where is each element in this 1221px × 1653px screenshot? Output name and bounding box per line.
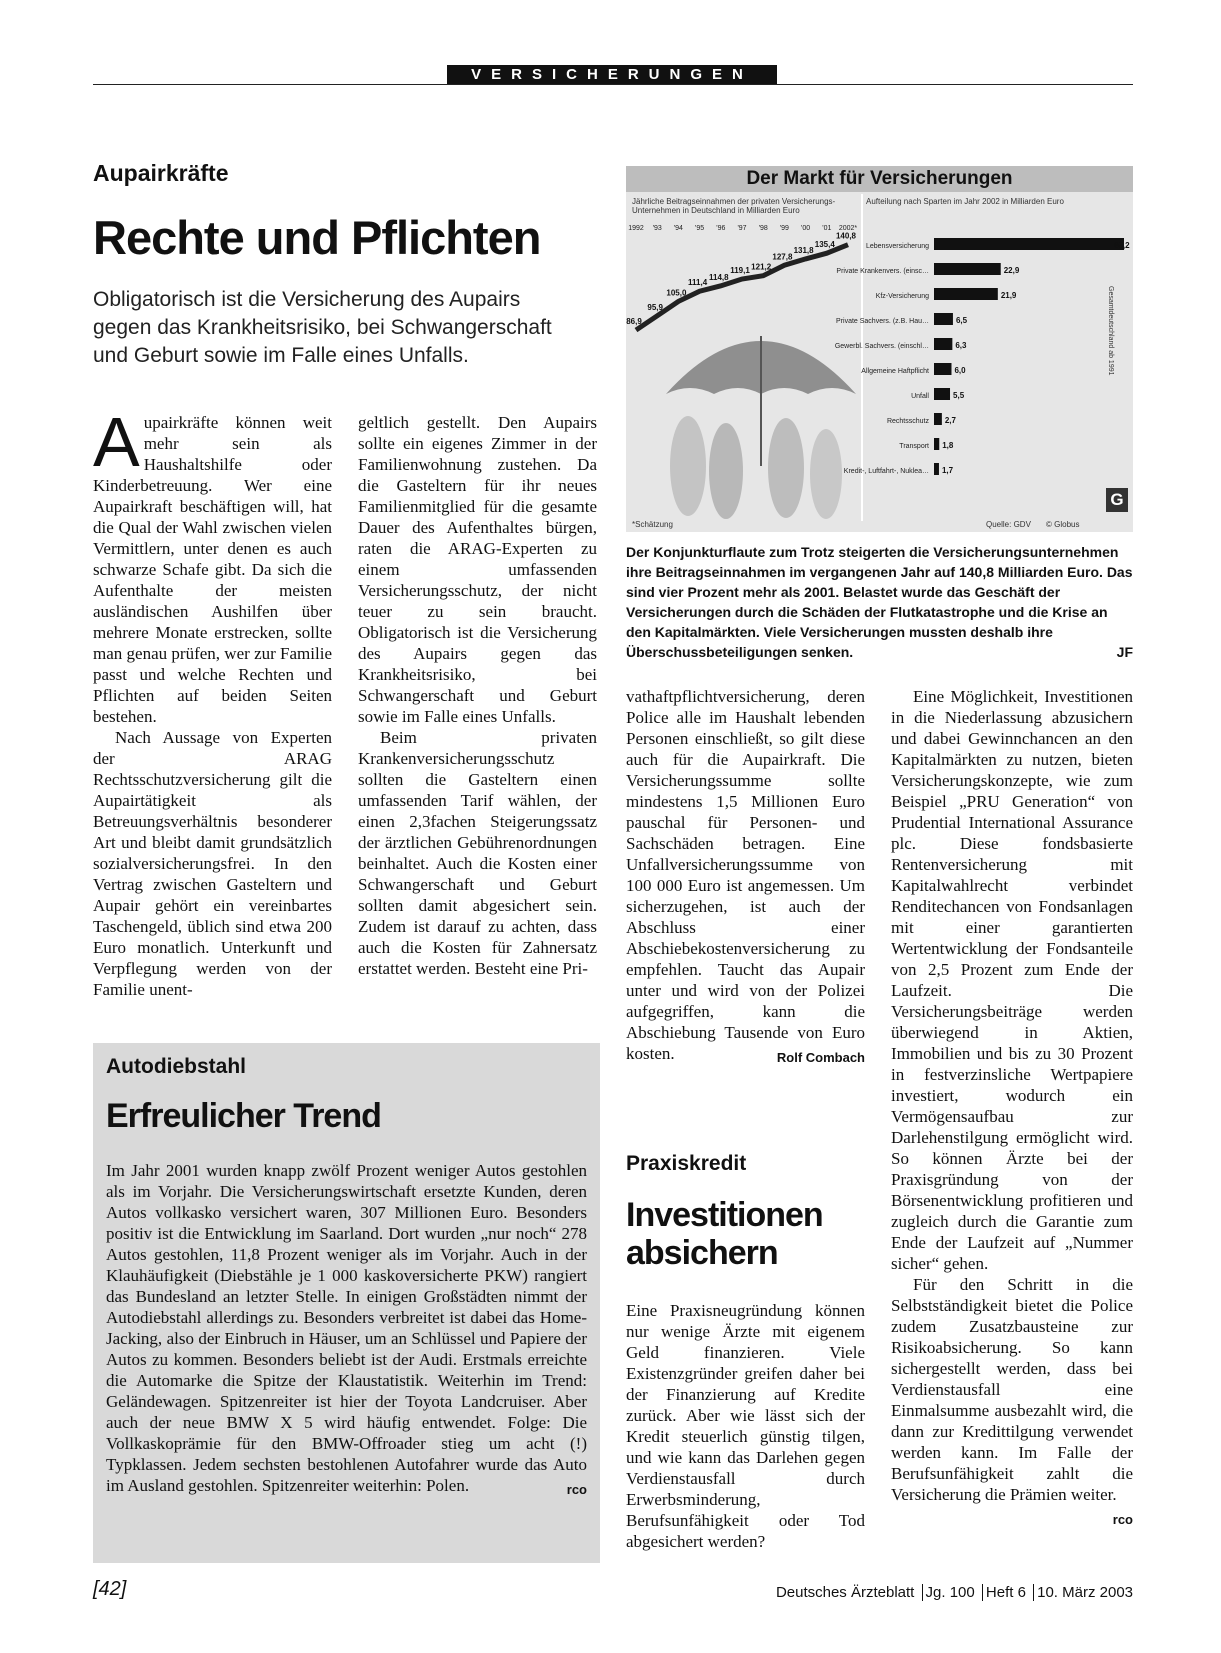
line-x-tick: '96 — [716, 225, 726, 232]
line-value-label: 119,1 — [730, 266, 750, 276]
line-value-label: 135,4 — [814, 240, 835, 250]
bar — [934, 263, 1001, 275]
article3-author: rco — [1112, 1512, 1133, 1527]
footer-issue: Heft 6 — [985, 1584, 1026, 1601]
chart-title: Der Markt für Versicherungen — [626, 166, 1133, 192]
bar — [934, 463, 939, 475]
line-value-label: 114,8 — [709, 272, 729, 282]
article3-col1-paragraph: Eine Praxisneugründung können nur wenige Ärzte mit eigenem Geld finanzieren. Viele Existenzgründer greifen daher bei der Finanzierung auf Kredite zurück. Aber wie lässt sich der Kredit steuerlich günstig tilgen, und wie kann das Darlehen gegen Verdienstausfall durch Erwerbsminderung, Berufsunfähigkeit oder Tod abgesichert werden? — [626, 1301, 865, 1551]
footer-date: 10. März 2003 — [1037, 1584, 1133, 1601]
chart-side-note: Gesamtdeutschland ab 1991 — [1107, 286, 1114, 376]
article1-col2-paragraph-2: Beim privaten Krankenversicherungsschutz sollten die Gasteltern einen umfassenden Tarif wählen, der einen 2,3fachen Steigerungssatz der ärztlichen Gebührenordnungen beinhaltet. Auch die Kosten einer Schwangerschaft und Geburt sollten damit abgesichert sein. Zudem ist darauf zu achten, dass auch die Kosten für Zahnersatz erstattet werden. Besteht eine Pri- — [358, 728, 597, 978]
article3-column-1 — [626, 1300, 865, 1552]
people-silhouettes — [670, 416, 842, 519]
article2-body: Im Jahr 2001 wurden knapp zwölf Prozent weniger Autos gestohlen als im Vorjahr. Die Versicherungswirtschaft ersetzte Kunden, deren Autos vollkasko versichert waren, 307 Millionen Euro. Besonders positiv ist die Entwicklung im Saarland. Dort wurden „nur noch“ 278 Autos gestohlen, 11,8 Prozent weniger als im Vorjahr. Auch in der Klauhäufigkeit (Diebstähle je 1 000 kaskoversicherte PKW) rangiert das Bundesland an letzter Stelle. In einigen Großstädten nimmt der Autodiebstahl allerdings zu. Besonders verbreitet ist dabei das Home-Jacking, also der Einbruch in Häuser, um an Schlüssel und Papiere der Autos zu kommen. Besonders beliebt ist der Audi. Erstmals erreichte die Automarke die Spitze der Klaustatistik. Weiterhin im Trend: Geländewagen. Spitzenreiter ist hier der Toyota Landcruiser. Aber auch der neue BMW X 5 wird häufig entwendet. Folge: Die Vollkaskoprämie für den BMW-Offroader stieg um acht (!) Typklassen. Jedem sechsten bestohlenen Autofahrer wurde das Auto im Ausland gestohlen. Spitzenreiter weiterhin: Polen. — [106, 1161, 587, 1495]
article3-title-line-1: Investitionen — [626, 1196, 823, 1234]
bar-category-label: Unfall — [911, 393, 929, 400]
chart-caption-text: Der Konjunkturflaute zum Trotz steigerten die Versicherungsunternehmen ihre Beitragseinnahmen im vergangenen Jahr auf 140,8 Milliarden Euro. Das sind vier Prozent mehr als 2001. Belastet wurde das Geschäft der Versicherungen durch die Schäden der Flutkatastrophe und die Krise an den Kapitalmärkten. Viele Versicherungen mussten deshalb ihre Überschussbeteiligungen senken. — [626, 544, 1133, 660]
article1-column-3 — [626, 686, 865, 1068]
bar — [934, 438, 939, 450]
section-tag: VERSICHERUNGEN — [447, 65, 777, 85]
bar-category-label: Private Krankenvers. (einsc… — [836, 268, 929, 275]
bar-value-label: 6,3 — [955, 341, 967, 350]
article2-title: Erfreulicher Trend — [106, 1097, 381, 1135]
article3-kicker: Praxiskredit — [626, 1152, 747, 1175]
chart-footnote: *Schätzung — [632, 520, 673, 529]
line-value-label: 121,2 — [751, 262, 772, 272]
header-rule — [93, 84, 1133, 85]
drop-cap: A — [93, 403, 140, 481]
bar-value-label: 2,7 — [944, 416, 956, 425]
bar-value-label: 1,8 — [942, 441, 954, 450]
bar — [934, 313, 953, 325]
chart-caption — [626, 542, 1133, 662]
bar — [934, 238, 1124, 250]
bar-category-label: Private Sachvers. (z.B. Hau… — [836, 318, 929, 325]
chart-caption-author: JF — [1116, 644, 1133, 660]
article3-title-line-2: absichern — [626, 1234, 778, 1272]
globus-logo: G — [1106, 488, 1128, 512]
bar — [934, 388, 950, 400]
line-value-label: 111,4 — [688, 278, 708, 288]
line-x-tick: 1992 — [628, 225, 644, 232]
article1-col1-paragraph-2: Nach Aussage von Experten der ARAG Rechtsschutzversicherung gilt die Aupairtätigkeit als Betreuungsverhältnis besonderer Art und bleibt damit grundsätzlich sozialversicherungsfrei. In den Vertrag zwischen Gasteltern und Aupair gehört ein vereinbartes Taschengeld, üblich sind etwa 200 Euro monatlich. Unterkunft und Verpflegung werden von der Familie unent- — [93, 728, 332, 999]
article1-lead: Obligatorisch ist die Versicherung des Aupairs gegen das Krankheitsrisiko, bei Schwangerschaft und Geburt sowie im Falle eines Unfalls. — [93, 288, 552, 367]
article3-title — [626, 1196, 823, 1272]
chart-credit: © Globus — [1046, 520, 1080, 529]
footer-volume: Jg. 100 — [925, 1584, 975, 1601]
article2-body-column — [106, 1160, 587, 1500]
bar-value-label: 6,5 — [955, 316, 968, 325]
article1-title: Rechte und Pflichten — [93, 211, 541, 264]
bar-value-label: 65,2 — [1114, 241, 1130, 250]
footer-citation — [757, 1584, 1133, 1601]
bar-category-label: Transport — [899, 443, 929, 450]
bar-category-label: Kfz-Versicherung — [875, 293, 929, 300]
bar — [934, 363, 951, 375]
insurance-market-chart — [626, 166, 1133, 532]
line-x-tick: '97 — [737, 225, 747, 232]
bar-value-label: 22,9 — [1003, 266, 1020, 275]
chart-source: Quelle: GDV — [986, 520, 1031, 529]
article3-col2-paragraph-1: Eine Möglichkeit, Investitionen in die Niederlassung abzusichern und dabei Gewinnchancen an den Kapitalmärkten zu nutzen, bieten Versicherungskonzepte, wie zum Beispiel „PRU Generation“ von Prudential International Assurance plc. Diese fondsbasierte Rentenversicherung mit Kapitalwahlrecht verbindet Renditechancen von Fondsanlagen mit einer garantierten Wertentwicklung der Fondsanteile von 2,5 Prozent zum Ende der Laufzeit. Die Versicherungsbeiträge werden überwiegend in Aktien, Immobilien und bis zu 30 Prozent in festverzinsliche Wertpapiere investiert, wodurch ein Vermögensaufbau zur Darlehenstilgung ermöglicht wird. So können Ärzte bei der Praxisgründung von der Börsenentwicklung profitieren und zugleich durch die Garantie zum Ende der Laufzeit auf „Nummer sicher“ gehen. — [891, 687, 1133, 1273]
line-x-tick: '01 — [822, 225, 832, 232]
line-series — [636, 245, 848, 330]
article1-author: Rolf Combach — [776, 1050, 865, 1065]
line-x-tick: '00 — [801, 225, 811, 232]
article1-column-1 — [93, 403, 332, 1000]
bar-value-label: 1,7 — [941, 466, 954, 475]
line-x-tick: 2002* — [838, 225, 858, 232]
article3-col2-paragraph-2: Für den Schritt in die Selbstständigkeit bietet die Police zudem Zusatzbausteine zur Risikoabsicherung. So kann sichergestellt werden, dass bei Verdienstausfall eine Einmalsumme ausbezahlt wird, die dann zur Kredittilgung verwendet werden kann. Im Falle der Berufsunfähigkeit zahlt die Versicherung die Prämien weiter. — [891, 1275, 1133, 1504]
line-x-tick: '94 — [673, 225, 683, 232]
article2-author: rco — [566, 1482, 587, 1497]
line-value-label: 131,8 — [793, 245, 814, 255]
article1-kicker: Aupairkräfte — [93, 160, 229, 186]
bar-value-label: 6,0 — [954, 366, 966, 375]
bar — [934, 338, 952, 350]
line-value-label: 105,0 — [666, 288, 687, 298]
bar-category-label: Gewerbl. Sachvers. (einschl… — [834, 343, 929, 350]
line-x-tick: '99 — [779, 225, 789, 232]
footer-journal: Deutsches Ärzteblatt — [775, 1584, 915, 1601]
line-value-label: 95,9 — [647, 302, 663, 312]
article3-column-2 — [891, 686, 1133, 1530]
chart-svg — [626, 166, 1133, 532]
page-number: [42] — [93, 1578, 127, 1600]
bar-category-label: Kredit-, Luftfahrt-, Nuklea… — [843, 468, 929, 475]
article2-kicker: Autodiebstahl — [106, 1055, 246, 1078]
bar-category-label: Lebensversicherung — [865, 243, 929, 250]
bar-value-label: 21,9 — [1000, 291, 1017, 300]
bar — [934, 413, 942, 425]
bar-category-label: Rechtsschutz — [886, 418, 929, 425]
bar — [934, 288, 998, 300]
article1-col1-paragraph-1: upairkräfte können weit mehr sein als Haushaltshilfe oder Kinderbetreuung. Wer eine Aupairkraft beschäftigen will, hat die Qual der Wahl zwischen vielen Vermittlern, unter denen es auch schwarze Schafe gibt. Da sich die Aufenthalte der meisten ausländischen Aushilfen über mehrere Monate erstrecken, sollte man genau prüfen, wer zur Familie passt und welche Rechten und Pflichten auf beiden Seiten bestehen. — [93, 413, 332, 726]
chart-left-subtitle: Jährliche Beitragseinnahmen der privaten Versicherungs-Unternehmen in Deutschland in Milliarden Euro — [632, 197, 836, 215]
article1-col2-paragraph-1: geltlich gestellt. Den Aupairs sollte ein eigenes Zimmer in der Familienwohnung zustehen. Da die Gasteltern für ihr neues Familienmitglied für die gesamte Dauer des Aufenthaltes bürgen, raten die ARAG-Experten zu einem umfassenden Versicherungsschutz, der nicht teuer zu sein braucht. Obligatorisch ist die Versicherung des Aupairs gegen das Krankheitsrisiko, bei Schwangerschaft und Geburt sowie im Falle eines Unfalls. — [358, 413, 597, 726]
line-x-tick: '95 — [695, 225, 705, 232]
article1-col3-paragraph: vathaftpflichtversicherung, deren Police alle im Haushalt lebenden Personen einschließt, so gilt diese auch für die Aupairkraft. Die Versicherungssumme sollte mindestens 1,5 Millionen Euro pauschal für Personen- und Sachschäden betragen. Eine Unfallversicherungssumme von 100 000 Euro ist angemessen. Um sicherzugehen, ist auch der Abschluss einer Abschiebekostenversicherung zu empfehlen. Taucht das Aupair unter und wird von der Polizei aufgegriffen, kann die Abschiebung Tausende von Euro kosten. — [626, 687, 865, 1063]
article1-column-2 — [358, 412, 597, 979]
line-x-tick: '93 — [652, 225, 662, 232]
bar-category-label: Allgemeine Haftpflicht — [861, 368, 929, 375]
chart-right-subtitle: Aufteilung nach Sparten im Jahr 2002 in Milliarden Euro — [866, 197, 1064, 206]
line-value-label: 140,8 — [835, 231, 857, 241]
line-value-label: 127,8 — [772, 252, 793, 262]
line-value-label: 86,9 — [626, 317, 642, 327]
bar-value-label: 5,5 — [953, 391, 965, 400]
line-x-tick: '98 — [758, 225, 768, 232]
